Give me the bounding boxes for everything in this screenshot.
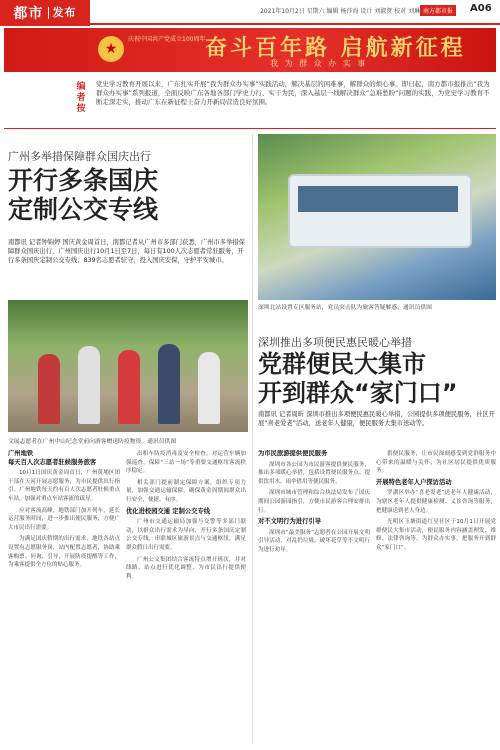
section-tag xyxy=(0,0,90,26)
column-1-para: 应对客流高峰，地铁部门加开列车，延长运营服务时间，进一步推出便民服务，方便广大市民出行需要。 xyxy=(8,507,120,531)
column-1 xyxy=(8,450,120,745)
column-2-heading: 优化进校园交通 定制公交专线 xyxy=(126,507,211,515)
column-3-heading: 为市民旅游提供便民服务 xyxy=(258,450,328,457)
column-3-para: 深圳市“最美服务”志愿者在公园开展文明引导活动，对乱扔垃圾、破坏花草等不文明行为进行劝导。 xyxy=(258,529,370,553)
article1-headline xyxy=(8,166,248,224)
article1-lead: 南都讯 记者钟锦婷 国庆黄金周首日，南都记者从广州市多部门获悉，广州市多举措保障群众国庆出行，广州国庆出行10月1日至7日，每日有100人次志愿者常驻服务，开行多条国庆定制公交专线；839名志愿者驻守，投入国庆安保，守护平安城市。 xyxy=(8,239,245,264)
date-line: 2021年10月2日 星期六 编辑 杨莎海 设计 刘淑贤 校对 刘琳 xyxy=(260,8,421,15)
column-4-heading: 开展特色老年人户探访活动 xyxy=(376,478,452,486)
page-number: A06 xyxy=(470,3,492,14)
person-shape xyxy=(38,354,60,424)
section-divider xyxy=(4,128,496,129)
column-3-heading-2: 对不文明行为进行引导 xyxy=(258,518,321,526)
article1-headline-line2: 定制公交专线 xyxy=(8,195,159,224)
column-1-heading: 广州地铁 每天百人次志愿者驻候服务旅客 xyxy=(8,450,97,466)
person-shape xyxy=(118,350,140,424)
article3-kicker: 深圳推出多项便民惠民暖心举措 xyxy=(258,336,412,349)
column-4-para: 光明区玉塘街道红星社区于10月1日开展党群便民大集市活动，便民服务内容涵盖理发、维修、法律咨询等，为群众办实事，把服务开到群众“家门口”。 xyxy=(376,519,496,551)
column-3-para: 深圳市城市管理和综合执法局发布了国庆期间公园游园指引，方便市民游客合理安排出行。 xyxy=(258,490,370,514)
section-sub: 发布 xyxy=(48,7,77,19)
editor-note-badge: 编者按 xyxy=(76,82,86,114)
article1-headline-line1: 开行多条国庆 xyxy=(8,166,159,195)
banner-subtitle: 我 为 群 众 办 实 事 xyxy=(270,59,368,68)
column-2-para: 广州市交通运输局加强与交警等多部门联动，以群众出行需求为导向，开行多条国庆定制公交专线，串联城区旅游景点与交通枢纽，满足群众假日出行需要。 xyxy=(126,519,246,551)
article1-photo xyxy=(258,134,496,300)
editor-note-text: 党史学习教育开展以来，广东扎实开展“我为群众办实事”实践活动，解决基层的困难事，解群众的烦心事。即日起，南方都市报推出“我为群众办实事”系列报道，全面反映广东各地各部门学史力行、实干为民，深入基层一线解决群众“急难愁盼”问题的实践，为党史学习教育不断走深走实，推动广东在新征程上奋力开新局营造良好氛围。 xyxy=(96,80,490,106)
column-4 xyxy=(376,450,496,745)
article1-kicker: 广州多举措保障群众国庆出行 xyxy=(8,150,151,163)
column-4-para: 罗湖区举办“喜老爱老”送老年人健康活动，为辖区老年人提供健康检测、义诊咨询等服务，把健康送到老人身边。 xyxy=(376,490,496,514)
paper-badge: 南方都市报 xyxy=(420,5,456,16)
column-divider xyxy=(252,134,253,744)
column-1-para: 10月1日国庆黄金周首日，广州黄埔区团干部在天河开展志愿服务，为市民提供出行指引。广州地铁每天约有百人次志愿者驻候重点车站，加强对重点车站客流的疏导。 xyxy=(8,470,120,502)
person-shape xyxy=(158,344,180,424)
banner-title: 奋斗百年路 启航新征程 xyxy=(205,35,466,61)
column-2-para: 出租车防疫消毒及安全检查，对运营车辆加强巡查，保障“三站一场”等重要交通枢纽客流秩序稳定。 xyxy=(126,451,246,475)
article2-photo-caption: 文展志愿者在广州中山纪念堂前向游客赠送防疫物资。通讯员供图 xyxy=(8,439,177,445)
article3-headline-line1: 党群便民大集市 xyxy=(258,350,426,378)
article3-lead: 南都讯 记者周昕 深圳市推出多项便民惠民暖心举措，公园提供多项便民服务，社区开展“喜老爱老”活动，送老年人健康，便民服务大集市送动等。 xyxy=(258,411,495,427)
article1-photo-caption: 深圳北站设置专区服务站，党员突击队为旅客答疑解惑。通讯员供图 xyxy=(258,305,432,311)
column-3-para: 深圳市各公园为市民游客提供便民服务，推出多项暖心举措，包括设置便民服务点、提供饮用水、雨伞借用等便民服务。 xyxy=(258,461,370,485)
column-2 xyxy=(126,450,246,745)
bus-shape xyxy=(288,174,472,248)
party-emblem-icon: ★ xyxy=(98,36,124,62)
section-name: 都市 xyxy=(13,6,44,22)
article3-headline-line2: 开到群众“家门口” xyxy=(258,379,458,407)
column-3 xyxy=(258,450,370,745)
banner-logo-text: 庆祝中国共产党成立100周年 xyxy=(128,36,206,43)
person-shape xyxy=(78,346,100,424)
column-4-para: 供便民服务，让市民深刻感受到党群服务中心带来的温暖与关怀，为社区居民提供优质服务。 xyxy=(376,451,496,475)
article2-photo xyxy=(8,300,248,432)
column-1-para: 为满足国庆假期的出行需求，地铁各站点设置有志愿服务岗，站内配置志愿者，协助乘客购票、问询、引导，开展防疫提醒等工作，为乘客提供全方位的贴心服务。 xyxy=(8,536,120,569)
column-2-para: 相关部门提前制定保障方案，组织专项力量，加强交通运输保障，确保黄金周期间群众出行安全、便捷、有序。 xyxy=(126,479,246,503)
article3-headline xyxy=(258,350,496,408)
person-shape xyxy=(198,352,220,424)
header-rule xyxy=(90,23,500,25)
column-2-para: 广州公交集团结合客流特点增开班次，并对线路、站点进行优化调整，为市民出行提供便利。 xyxy=(126,556,246,580)
